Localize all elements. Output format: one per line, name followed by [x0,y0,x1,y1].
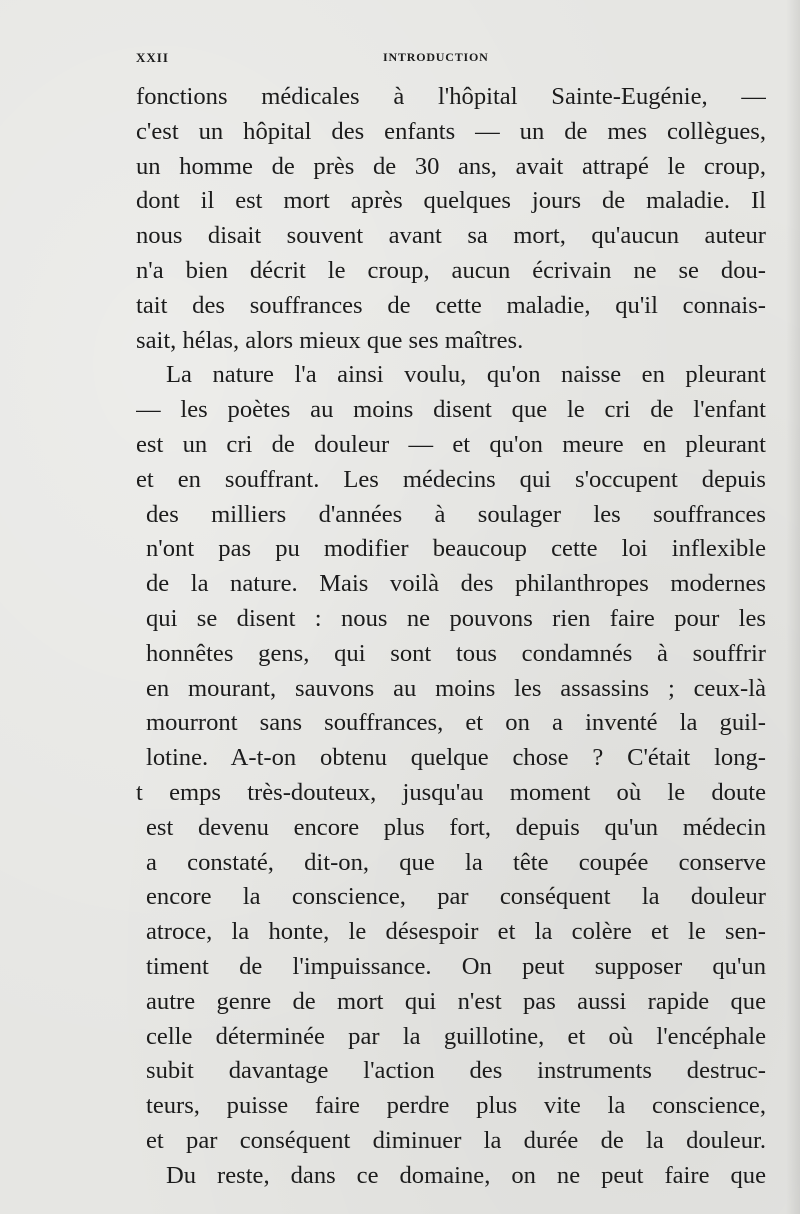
text-line: subit davantage l'action des instruments destruc- [146,1057,766,1085]
text-line: un homme de près de 30 ans, avait attrapé le croup, [136,152,766,180]
text-line: honnêtes gens, qui sont tous condamnés à souffrir [146,639,766,667]
text-line: encore la conscience, par conséquent la douleur [146,883,766,911]
text-line: t emps très-douteux, jusqu'au moment où le doute [136,778,766,806]
text-line: et en souffrant. Les médecins qui s'occupent depuis [136,465,766,493]
text-line: des milliers d'années à soulager les souffrances [146,500,766,528]
text-line: n'ont pas pu modifier beaucoup cette loi inflexible [146,535,766,563]
page-number: XXII [136,50,169,65]
paragraph-end-line: sait, hélas, alors mieux que ses maîtres. [136,326,524,354]
text-line: atroce, la honte, le désespoir et la colère et le sen- [146,918,766,946]
text-line: autre genre de mort qui n'est pas aussi rapide que [146,987,766,1015]
text-line: de la nature. Mais voilà des philanthropes modernes [146,570,766,598]
text-line: a constaté, dit-on, que la tête coupée conserve [146,848,766,876]
text-line: nous disait souvent avant sa mort, qu'aucun auteur [136,222,766,250]
text-line: qui se disent : nous ne pouvons rien faire pour les [146,604,766,632]
text-line: — les poètes au moins disent que le cri de l'enfant [136,396,766,424]
text-line: en mourant, sauvons au moins les assassins ; ceux-là [146,674,766,702]
paragraph-start-line: La nature l'a ainsi voulu, qu'on naisse en pleurant [166,361,766,389]
text-line: teurs, puisse faire perdre plus vite la conscience, [146,1092,766,1120]
page-edge-shadow [786,0,800,1214]
text-line: est devenu encore plus fort, depuis qu'un médecin [146,813,766,841]
body-text [136,80,766,1194]
text-line: celle déterminée par la guillotine, et où l'encéphale [146,1022,766,1050]
text-line: n'a bien décrit le croup, aucun écrivain ne se dou- [136,256,766,284]
text-line: et par conséquent diminuer la durée de la douleur. [146,1126,766,1154]
paragraph-start-line: Du reste, dans ce domaine, on ne peut faire que [166,1161,766,1189]
text-line: tait des souffrances de cette maladie, qu'il connais- [136,291,766,319]
text-line: timent de l'impuissance. On peut supposer qu'un [146,952,766,980]
text-line: dont il est mort après quelques jours de maladie. Il [136,187,766,215]
running-head [136,50,676,70]
running-title: INTRODUCTION [383,50,489,64]
text-line: c'est un hôpital des enfants — un de mes collègues, [136,117,766,145]
text-line: est un cri de douleur — et qu'on meure en pleurant [136,430,766,458]
text-line: lotine. A-t-on obtenu quelque chose ? C'était long- [146,744,766,772]
text-line: fonctions médicales à l'hôpital Sainte-Eugénie, — [136,83,766,110]
text-line: mourront sans souffrances, et on a inventé la guil- [146,709,766,737]
